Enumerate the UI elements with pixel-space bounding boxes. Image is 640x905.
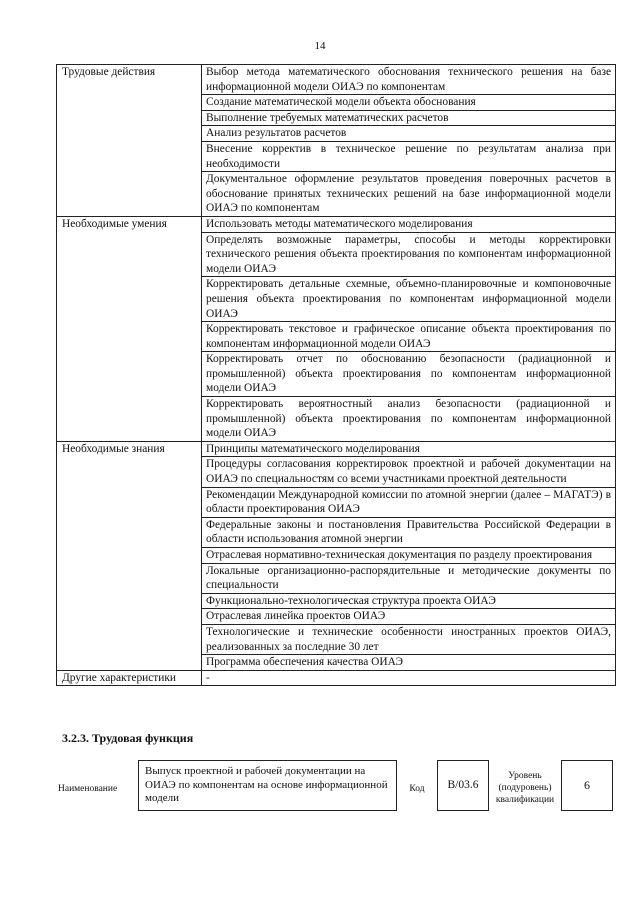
- table-cell: -: [202, 670, 616, 686]
- table-cell: Функционально-технологическая структура проекта ОИАЭ: [202, 593, 616, 609]
- table-cell: Выполнение требуемых математических расчетов: [202, 110, 616, 126]
- table-cell: Технологические и технические особенности иностранных проектов ОИАЭ, реализованных за последние 30 лет: [202, 624, 616, 654]
- table-row: [57, 441, 616, 457]
- table-cell: Корректировать вероятностный анализ безопасности (радиационной и промышленной) объекта проектирования по компонентам информационной модели ОИАЭ: [202, 397, 616, 442]
- table-row: [57, 216, 616, 232]
- table-cell: Выбор метода математического обоснования технического решения на базе информационной модели ОИАЭ по компонентам: [202, 65, 616, 95]
- table-cell: Создание математической модели объекта обоснования: [202, 95, 616, 111]
- table-row: [57, 65, 616, 95]
- table-cell: Отраслевая линейка проектов ОИАЭ: [202, 609, 616, 625]
- section-label: Необходимые умения: [57, 216, 202, 441]
- table-cell: Корректировать детальные схемные, объемно-планировочные и компоновочные решения объекта проектирования по компонентам информационной модели ОИАЭ: [202, 277, 616, 322]
- table-cell: Документальное оформление результатов проведения поверочных расчетов в обоснование принятых технических решений на базе информационной модели ОИАЭ по компонентам: [202, 172, 616, 217]
- section-label: Трудовые действия: [57, 65, 202, 217]
- code-label: Код: [409, 784, 425, 794]
- table-cell: Рекомендации Международной комиссии по атомной энергии (далее – МАГАТЭ) в области проектирования ОИАЭ: [202, 487, 616, 517]
- table-cell: Корректировать отчет по обоснованию безопасности (радиационной и промышленной) объекта проектирования по компонентам информационной модели ОИАЭ: [202, 352, 616, 397]
- table-cell: Корректировать текстовое и графическое описание объекта проектирования по компонентам информационной модели ОИАЭ: [202, 322, 616, 352]
- table-row: [57, 670, 616, 686]
- table-cell: Анализ результатов расчетов: [202, 126, 616, 142]
- table-cell: Федеральные законы и постановления Правительства Российской Федерации в области использования атомной энергии: [202, 517, 616, 547]
- table-cell: Принципы математического моделирования: [202, 441, 616, 457]
- section-heading: 3.2.3. Трудовая функция: [62, 731, 194, 745]
- table-cell: Программа обеспечения качества ОИАЭ: [202, 655, 616, 671]
- table-cell: Внесение корректив в техническое решение по результатам анализа при необходимости: [202, 141, 616, 171]
- table-cell: Использовать методы математического моделирования: [202, 216, 616, 232]
- qualification-level-value: 6: [562, 761, 613, 811]
- page-number: 14: [314, 40, 326, 52]
- section-label: Другие характеристики: [57, 670, 202, 686]
- table-cell: Определять возможные параметры, способы и методы корректировки технического решения объекта проектирования по компонентам информационной модели ОИАЭ: [202, 232, 616, 277]
- section-label: Необходимые знания: [57, 441, 202, 670]
- code-value: B/03.6: [438, 761, 489, 811]
- name-label: Наименование: [58, 784, 118, 794]
- labor-function-details-table: [56, 64, 616, 686]
- table-cell: Отраслевая нормативно-техническая документация по разделу проектирования: [202, 548, 616, 564]
- labor-function-header-table: [58, 760, 613, 811]
- name-value: Выпуск проектной и рабочей документации на ОИАЭ по компонентам на основе информационной модели: [139, 761, 397, 811]
- table-cell: Локальные организационно-распорядительные и методические документы по специальности: [202, 563, 616, 593]
- qualification-level-label: Уровень (подуровень) квалификации: [495, 770, 555, 805]
- table-cell: Процедуры согласования корректировок проектной и рабочей документации на ОИАЭ по специальностям со всеми участниками проектной деятельности: [202, 457, 616, 487]
